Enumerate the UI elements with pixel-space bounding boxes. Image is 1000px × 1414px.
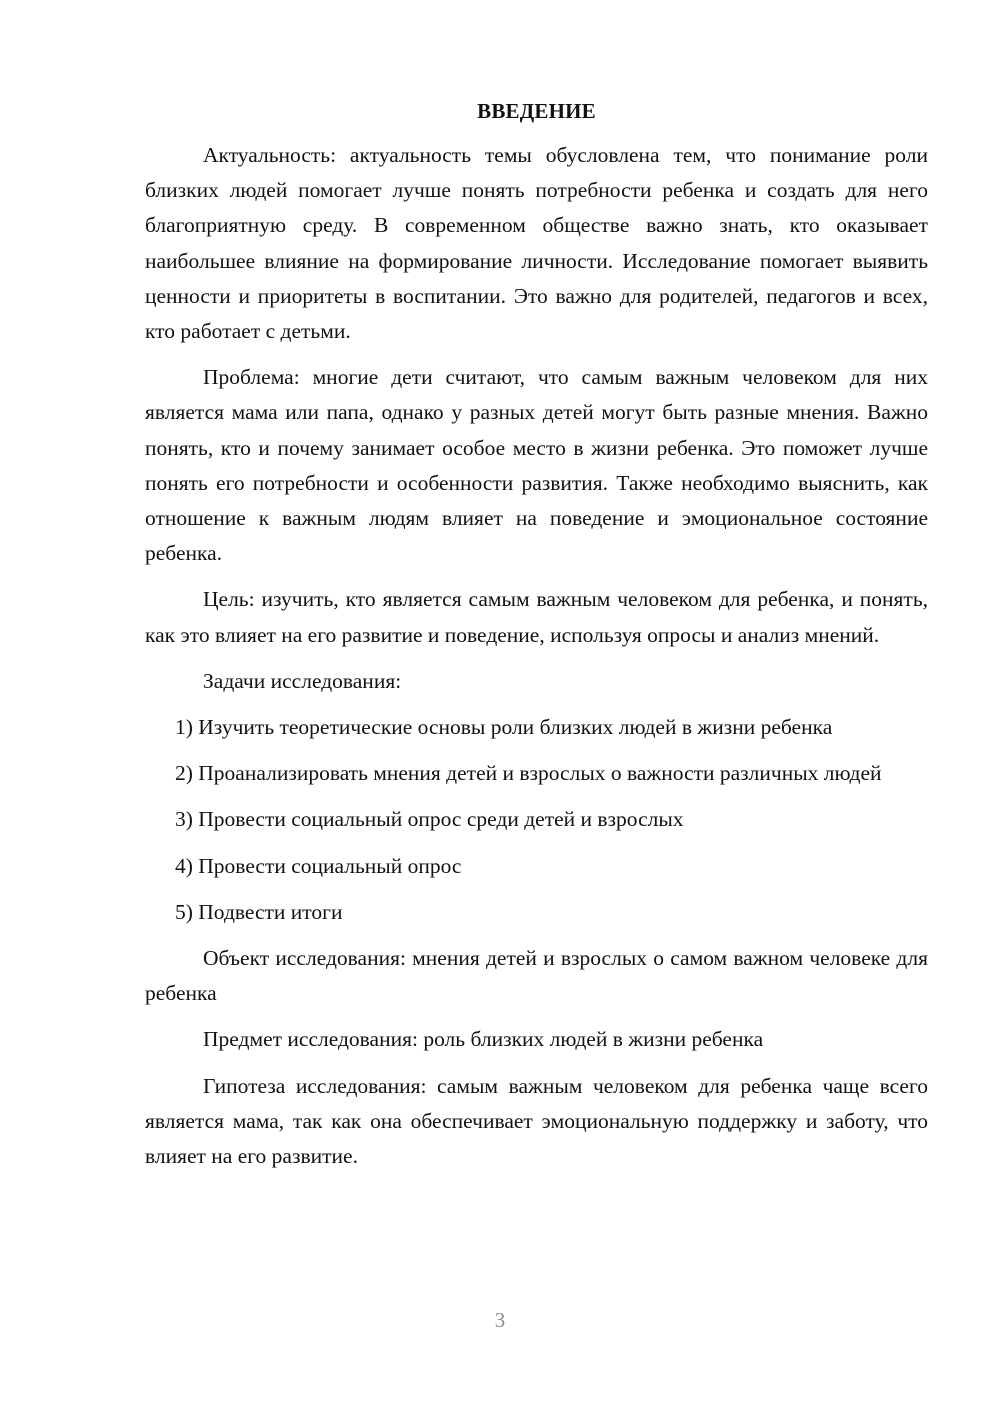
hypothesis-paragraph: Гипотеза исследования: самым важным человеком для ребенка чаще всего является мама, так как она обеспечивает эмоциональную поддержку и заботу, что влияет на его развитие. [145, 1073, 928, 1169]
object-paragraph: Объект исследования: мнения детей и взрослых о самом важном человеке для ребенка [145, 946, 928, 1006]
task-item: 4) Провести социальный опрос [175, 853, 462, 878]
task-item: 3) Провести социальный опрос среди детей и взрослых [175, 807, 684, 832]
relevance-paragraph: Актуальность: актуальность темы обусловлена тем, что понимание роли близких людей помогает лучше понять потребности ребенка и создать для него благоприятную среду. В современном обществе важно знать, кто оказывает наибольшее влияние на формирование личности. Исследование помогает выявить ценности и приоритеты в воспитании. Это важно для родителей, педагогов и всех, кто работает с детьми. [145, 143, 928, 344]
document-page [145, 96, 928, 1185]
problem-paragraph: Проблема: многие дети считают, что самым важным человеком для них является мама или папа, однако у разных детей могут быть разные мнения. Важно понять, кто и почему занимает особое место в жизни ребенка. Это поможет лучше понять его потребности и особенности развития. Также необходимо выяснить, как отношение к важным людям влияет на поведение и эмоциональное состояние ребенка. [145, 365, 928, 566]
tasks-heading: Задачи исследования: [203, 668, 402, 693]
tasks-list [145, 710, 928, 930]
page-number: 3 [494, 1308, 506, 1332]
task-item: 5) Подвести итоги [175, 899, 343, 924]
subject-paragraph: Предмет исследования: роль близких людей в жизни ребенка [203, 1027, 764, 1052]
task-item: 2) Проанализировать мнения детей и взрослых о важности различных людей [175, 761, 882, 786]
section-title: ВВЕДЕНИЕ [477, 99, 596, 123]
goal-paragraph: Цель: изучить, кто является самым важным человеком для ребенка, и понять, как это влияет на его развитие и поведение, используя опросы и анализ мнений. [145, 587, 928, 647]
task-item: 1) Изучить теоретические основы роли близких людей в жизни ребенка [175, 715, 833, 740]
